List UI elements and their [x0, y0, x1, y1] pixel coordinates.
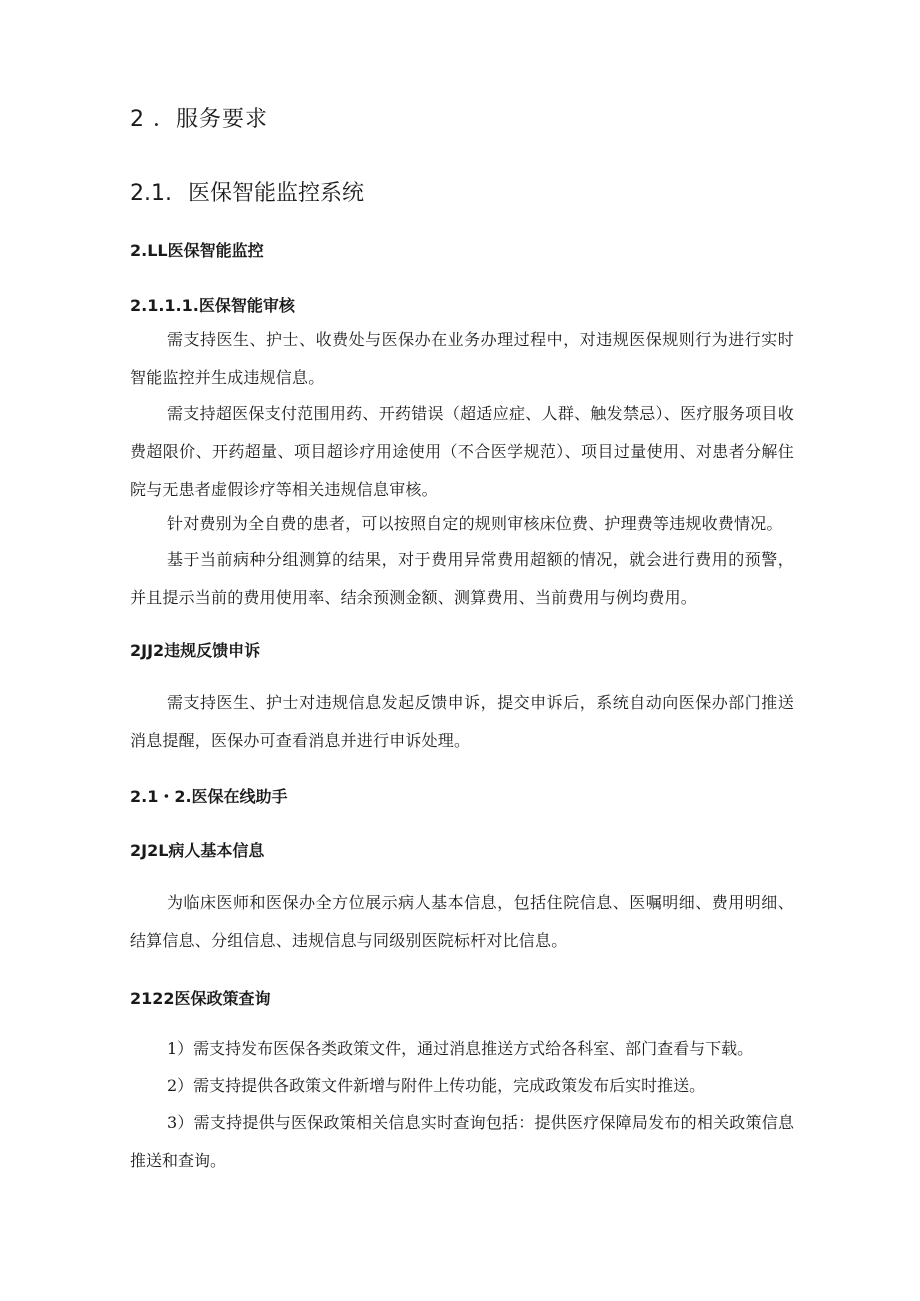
list-item-3: 3）需支持提供与医保政策相关信息实时查询包括：提供医疗保障局发布的相关政策信息推送和查询。 — [130, 1113, 794, 1170]
paragraph-1: 需支持医生、护士、收费处与医保办在业务办理过程中，对违规医保规则行为进行实时智能监控并生成违规信息。 — [130, 330, 794, 387]
paragraph-2: 需支持超医保支付范围用药、开药错误（超适应症、人群、触发禁忌）、医疗服务项目收费超限价、开药超量、项目超诊疗用途使用（不合医学规范）、项目过量使用、对患者分解住院与无患者虚假诊疗等相关违规信息审核。 — [130, 404, 794, 499]
paragraph-5: 需支持医生、护士对违规信息发起反馈申诉，提交申诉后，系统自动向医保办部门推送消息提醒，医保办可查看消息并进行申诉处理。 — [130, 693, 794, 750]
paragraph-6: 为临床医师和医保办全方位展示病人基本信息，包括住院信息、医嘱明细、费用明细、结算信息、分组信息、违规信息与同级别医院标杆对比信息。 — [130, 893, 794, 950]
heading-2-1-1-2: 2JJ2违规反馈申诉 — [130, 641, 261, 660]
heading-2-1-2-1: 2J2L病人基本信息 — [130, 841, 265, 860]
heading-2-1-1: 2.LL医保智能监控 — [130, 241, 264, 260]
section-heading: 2 ．服务要求 — [130, 107, 268, 132]
subsection-heading — [130, 176, 364, 207]
subsection-number: 2.1. — [130, 181, 172, 206]
heading-2-1-2: 2.1・2.医保在线助手 — [130, 787, 288, 806]
subsection-title: 医保智能监控系统 — [187, 181, 364, 206]
list-item-2: 2）需支持提供各政策文件新增与附件上传功能，完成政策发布后实时推送。 — [167, 1076, 706, 1095]
paragraph-3: 针对费别为全自费的患者，可以按照自定的规则审核床位费、护理费等违规收费情况。 — [167, 514, 783, 533]
heading-2-1-1-1: 2.1.1.1.医保智能审核 — [130, 296, 295, 315]
paragraph-4: 基于当前病种分组测算的结果，对于费用异常费用超额的情况，就会进行费用的预警，并且提示当前的费用使用率、结余预测金额、测算费用、当前费用与例均费用。 — [130, 550, 794, 607]
list-item-1: 1）需支持发布医保各类政策文件，通过消息推送方式给各科室、部门查看与下载。 — [167, 1039, 754, 1058]
heading-2-1-2-2: 2122医保政策查询 — [130, 989, 271, 1008]
